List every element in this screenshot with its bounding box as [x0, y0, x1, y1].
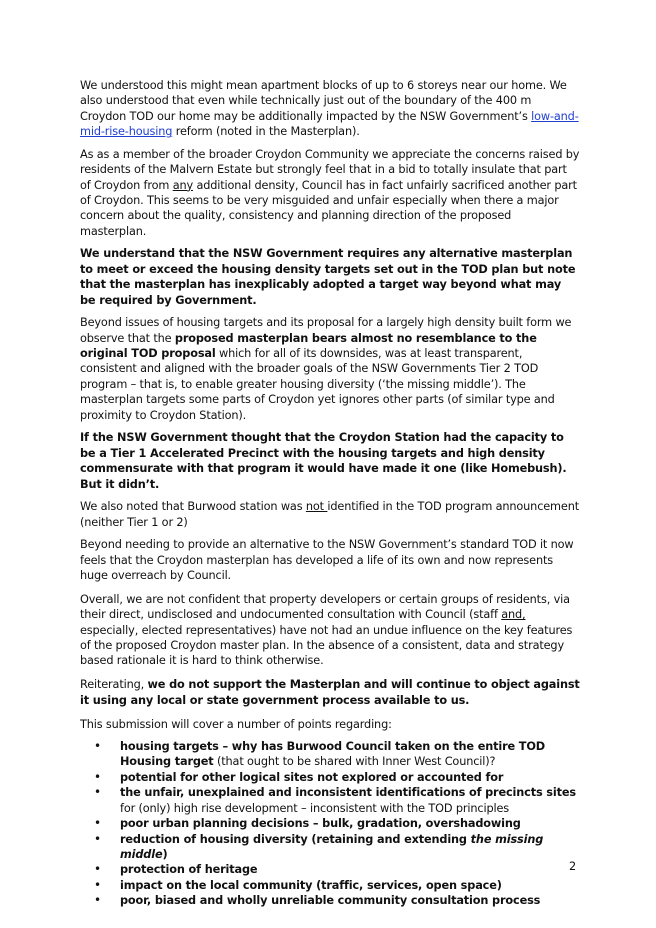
list-item: • poor urban planning decisions – bulk, gradation, overshadowing [120, 816, 580, 831]
paragraph-burwood-station: We also noted that Burwood station was not identified in the TOD program announcement (neither Tier 1 or 2) [80, 500, 579, 529]
paragraph-malvern-estate: As as a member of the broader Croydon Community we appreciate the concerns raised by residents of the Malvern Estate but strongly feel that in a bid to totally insulate that part of Croydon from any additional density, Council has in fact unfairly sacrificed another part of Croydon. This seems to be very misguided and unfair especially when there a major concern about the quality, consistency and planning direction of the proposed masterplan. [80, 147, 580, 238]
list-item: • poor, biased and wholly unreliable community consultation process [120, 893, 580, 908]
list-item: • potential for other logical sites not explored or accounted for [120, 770, 580, 785]
paragraph-housing-targets: Beyond issues of housing targets and its proposal for a largely high density built form we observe that the proposed masterplan bears almost no resemblance to the original TOD proposal which for all of its downsides, was at least transparent, consistent and aligned with the broader goals of the NSW Governments Tier 2 TOD program – that is, to enable greater housing diversity (‘the missing middle’). The masterplan targets some parts of Croydon yet ignores other parts (of similar type and proximity to Croydon Station). [80, 316, 572, 422]
submission-points-list [80, 739, 580, 908]
paragraph-apartment-blocks: We understood this might mean apartment blocks of up to 6 storeys near our home. We also understood that even while technically just out of the boundary of the 400 m Croydon TOD our home may be additionally impacted by the NSW Government’s low-and-mid-rise-housing reform (noted in the Masterplan). [80, 79, 579, 139]
page-number: 2 [569, 860, 577, 873]
list-item: • impact on the local community (traffic, services, open space) [120, 878, 580, 893]
list-item: • reduction of housing diversity (retaining and extending the missing middle) [120, 832, 580, 863]
list-item: • protection of heritage [120, 862, 580, 877]
paragraph-nsw-requirement: We understand that the NSW Government requires any alternative masterplan to meet or exceed the housing density targets set out in the TOD plan but note that the masterplan has inexplicably adopted a target way beyond what may be required by Government. [80, 247, 576, 307]
paragraph-tier-1-precinct: If the NSW Government thought that the Croydon Station had the capacity to be a Tier 1 Accelerated Precinct with the housing targets and high density commensurate with that program it would have made it one (like Homebush). But it didn’t. [80, 431, 567, 491]
low-and-mid-rise-housing-link[interactable]: low-and-mid-rise-housing [80, 109, 579, 139]
paragraph-reiterating: Reiterating, we do not support the Masterplan and will continue to object against it using any local or state government process available to us. [80, 678, 580, 707]
list-item: • the unfair, unexplained and inconsistent identifications of precincts sites for (only) high rise development – inconsistent with the TOD principles [120, 785, 580, 816]
paragraph-submission-intro: This submission will cover a number of points regarding: [80, 717, 392, 731]
page-body [80, 78, 580, 909]
list-item: • housing targets – why has Burwood Council taken on the entire TOD Housing target (that ought to be shared with Inner West Council)? [120, 739, 580, 770]
paragraph-developer-influence: Overall, we are not confident that property developers or certain groups of residents, via their direct, undisclosed and undocumented consultation with Council (staff and, especially, elected representatives) have not had an undue influence on the key features of the proposed Croydon master plan. In the absence of a consistent, data and strategy based rationale it is hard to think otherwise. [80, 592, 573, 668]
paragraph-overreach: Beyond needing to provide an alternative to the NSW Government’s standard TOD it now feels that the Croydon masterplan has developed a life of its own and now represents huge overreach by Council. [80, 538, 574, 582]
